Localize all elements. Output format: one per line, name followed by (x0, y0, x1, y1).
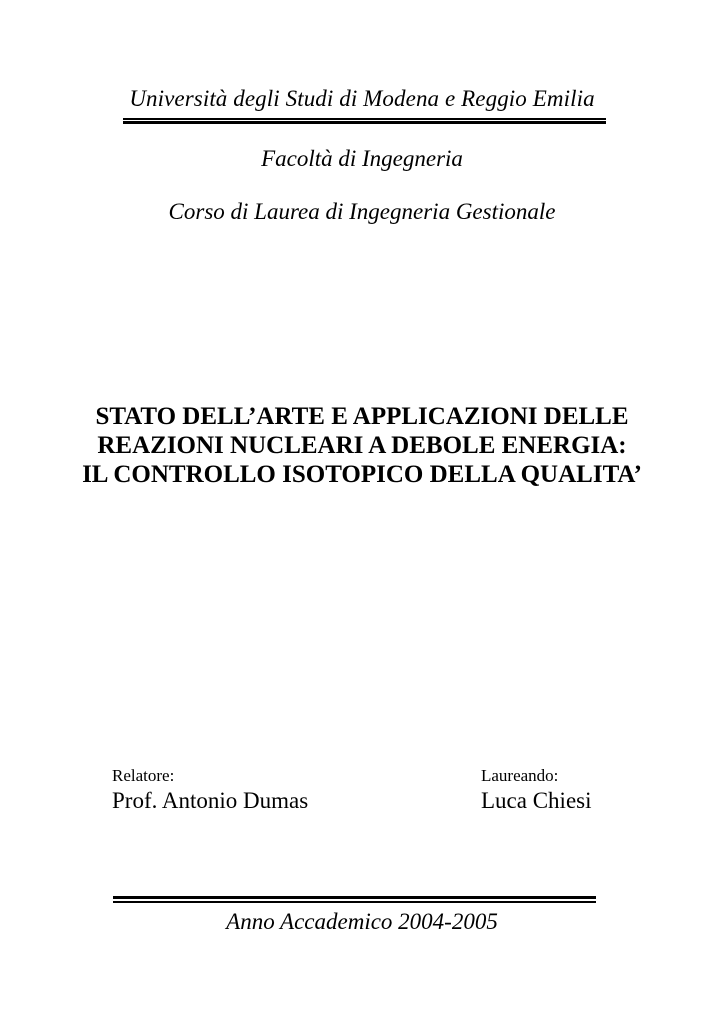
thesis-title-line-2: REAZIONI NUCLEARI A DEBOLE ENERGIA: (97, 432, 627, 459)
relatore-label: Relatore: (112, 766, 175, 785)
course-name: Corso di Laurea di Ingegneria Gestionale (168, 199, 556, 224)
thesis-title-line-1: STATO DELL’ARTE E APPLICAZIONI DELLE (95, 403, 629, 430)
laureando-name: Luca Chiesi (481, 788, 592, 813)
thesis-title-line-3: IL CONTROLLO ISOTOPICO DELLA QUALITA’ (82, 461, 642, 488)
faculty-name: Facoltà di Ingegneria (261, 146, 463, 171)
thesis-title (0, 402, 724, 489)
header-divider (123, 118, 606, 124)
university-name: Università degli Studi di Modena e Reggio Emilia (129, 86, 595, 111)
footer-divider (113, 896, 596, 903)
laureando-label: Laureando: (481, 766, 559, 785)
relatore-name: Prof. Antonio Dumas (112, 788, 309, 813)
academic-year: Anno Accademico 2004-2005 (226, 909, 498, 934)
